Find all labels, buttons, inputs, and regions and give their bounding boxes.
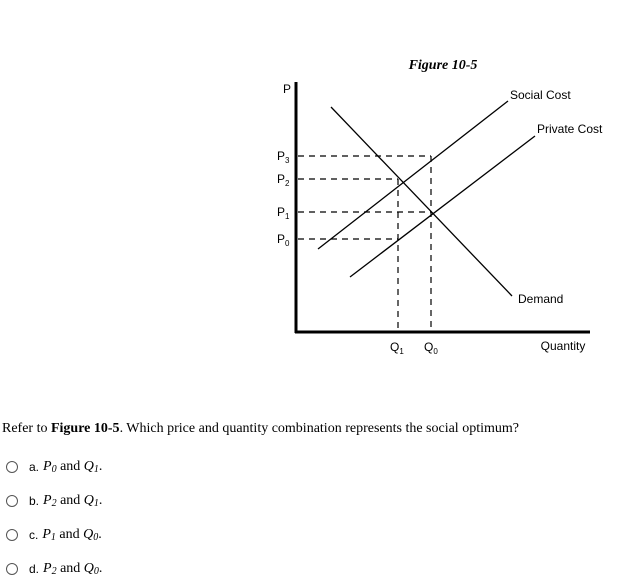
x-axis-label: Quantity [540, 339, 586, 353]
option-d[interactable] [6, 552, 406, 586]
option-letter: c. [29, 528, 39, 542]
private-cost-curve [350, 136, 535, 277]
option-a[interactable] [6, 450, 406, 484]
demand-label: Demand [518, 292, 564, 306]
radio-button-d[interactable] [6, 563, 18, 575]
radio-button-c[interactable] [6, 529, 18, 541]
price-label-p3: $P_3$ [277, 149, 290, 165]
option-c[interactable] [6, 518, 406, 552]
radio-button-a[interactable] [6, 461, 18, 473]
y-axis-label: P [282, 82, 292, 96]
option-text: $P_1$ and $Q_0$. [42, 527, 102, 543]
question-body: . Which price and quantity combination represents the social optimum? [119, 421, 519, 436]
option-b[interactable] [6, 484, 406, 518]
figure-title: Figure 10-5 [408, 58, 478, 73]
option-letter: b. [29, 494, 40, 508]
question-text [2, 421, 519, 437]
option-text: $P_0$ and $Q_1$. [43, 459, 103, 475]
price-label-p0: $P_0$ [277, 232, 290, 248]
social-cost-label: Social Cost [510, 88, 571, 102]
demand-curve [331, 107, 512, 296]
price-label-p2: $P_2$ [277, 172, 290, 188]
question-prefix: Refer to [2, 421, 51, 436]
answer-options [6, 450, 406, 586]
radio-button-b[interactable] [6, 495, 18, 507]
question-figure-ref: Figure 10-5 [50, 421, 120, 436]
dashed-guides [298, 156, 431, 331]
option-letter: d. [29, 562, 40, 576]
option-text: $P_2$ and $Q_0$. [43, 561, 103, 577]
option-text: $P_2$ and $Q_1$. [43, 493, 103, 509]
quantity-label-q1: $Q_1$ [390, 340, 404, 356]
quantity-label-q0: $Q_0$ [424, 340, 438, 356]
option-letter: a. [29, 460, 40, 474]
price-label-p1: $P_1$ [277, 205, 290, 221]
private-cost-label: Private Cost [537, 122, 603, 136]
